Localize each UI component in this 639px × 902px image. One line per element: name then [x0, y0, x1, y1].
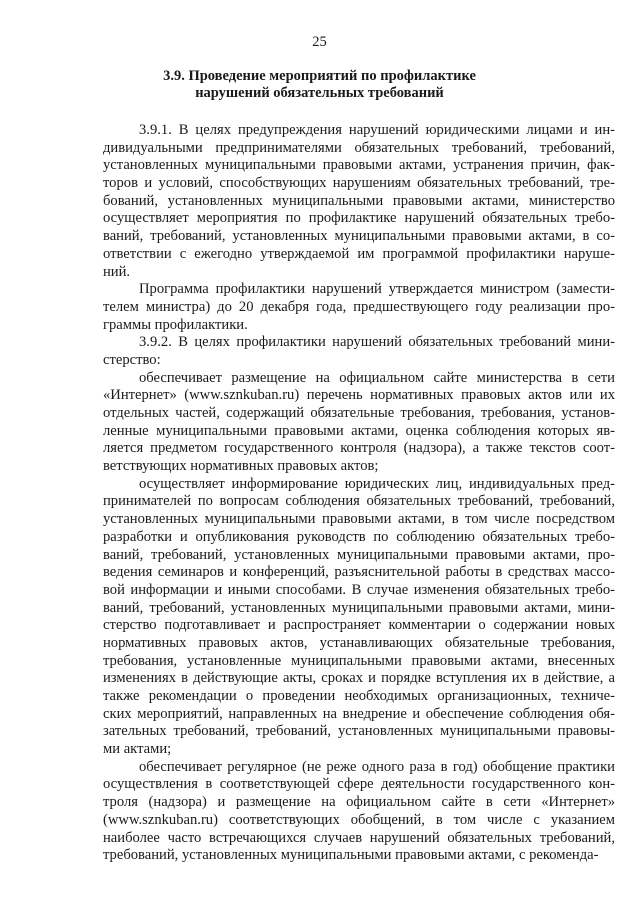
paragraph-line: троля (надзора) и размещение на официальном сайте в сети «Интернет»	[103, 794, 615, 811]
paragraph-line: изменениях в действующие акты, сроках и порядке вступления их в действие, а	[103, 670, 615, 687]
paragraph-line: ветствующих нормативных правовых актов;	[103, 458, 379, 475]
paragraph-line: стерство:	[103, 351, 161, 368]
paragraph-line: наиболее часто встречающихся случаев нарушений обязательных требований,	[103, 829, 615, 846]
paragraph-line: осуществляет информирование юридических лиц, индивидуальных пред-	[139, 475, 615, 492]
section-heading-line-2: нарушений обязательных требований	[195, 85, 444, 101]
paragraph-line: телем министра) до 20 декабря года, предшествующего году реализации про-	[103, 298, 615, 315]
paragraph-line: нормативных правовых актов, устанавливающих обязательные требования,	[103, 634, 615, 651]
paragraph	[103, 334, 615, 369]
paragraph-line: ских мероприятий, направленных на внедрение и обеспечение соблюдения обя-	[103, 705, 615, 722]
paragraph-line: разработки и опубликования руководств по соблюдению обязательных требо-	[103, 528, 615, 545]
paragraph-line: 3.9.2. В целях профилактики нарушений обязательных требований мини-	[139, 334, 615, 351]
paragraph-line: Программа профилактики нарушений утверждается министром (замести-	[139, 281, 615, 298]
paragraph-line: бований, установленных муниципальными правовыми актами, министерство	[103, 192, 615, 209]
paragraph-line: ведения семинаров и конференций, разъяснительной работы в средствах массо-	[103, 564, 615, 581]
paragraph-line: ний.	[103, 263, 131, 280]
paragraph-line: обеспечивает регулярное (не реже одного раза в год) обобщение практики	[139, 758, 615, 775]
body-text	[103, 122, 615, 865]
paragraph-line: (www.sznkuban.ru) соответствующих обобщений, в том числе с указанием	[103, 811, 615, 828]
paragraph-line: 3.9.1. В целях предупреждения нарушений юридическими лицами и ин-	[139, 122, 615, 138]
paragraph-line: осуществляет мероприятия по профилактике нарушений обязательных требо-	[103, 210, 615, 227]
paragraph-line: установленных муниципальными правовыми актами, устранения причин, фак-	[103, 157, 615, 174]
paragraph-line: граммы профилактики.	[103, 316, 248, 333]
paragraph-line: ваний, требований, установленных муниципальными правовыми актами, в со-	[103, 228, 615, 245]
paragraph	[103, 759, 615, 865]
section-heading	[0, 68, 639, 102]
paragraph-line: вой информации и иными способами. В случае изменения обязательных требо-	[103, 581, 615, 598]
paragraph-line: «Интернет» (www.sznkuban.ru) перечень нормативных правовых актов или их	[103, 387, 615, 404]
paragraph-line: также рекомендации о проведении необходимых организационных, техниче-	[103, 688, 615, 704]
paragraph-line: ответствии с ежегодно утверждаемой им программой профилактики наруше-	[103, 245, 615, 262]
paragraph-line: осуществления в соответствующей сфере деятельности государственного кон-	[103, 776, 615, 793]
paragraph-line: ми актами;	[103, 741, 172, 758]
paragraph	[103, 370, 615, 476]
paragraph	[103, 122, 615, 281]
paragraph-line: требований, установленных муниципальными правовыми актами, с рекоменда-	[103, 847, 599, 864]
paragraph-line: принимателей по вопросам соблюдения обязательных требований, требований,	[103, 493, 615, 510]
paragraph-line: установленных муниципальными правовыми актами, в том числе посредством	[103, 511, 615, 528]
paragraph-line: ляется предметом государственного контроля (надзора), а также текстов соот-	[103, 440, 615, 457]
paragraph-line: ленные муниципальными правовыми актами, оценка соблюдения которых яв-	[103, 422, 615, 439]
paragraph	[103, 281, 615, 334]
paragraph-line: торов и условий, способствующих нарушениям обязательных требований, тре-	[103, 175, 615, 192]
paragraph-line: обеспечивает размещение на официальном сайте министерства в сети	[139, 369, 615, 386]
paragraph-line: требования, установленные муниципальными правовыми актами, внесенных	[103, 652, 615, 669]
paragraph-line: зательных требований, требований, установленных муниципальными правовы-	[103, 723, 615, 740]
section-heading-line-1: 3.9. Проведение мероприятий по профилактике	[163, 68, 476, 84]
paragraph-line: ваний, требований, установленных муниципальными правовыми актами, мини-	[103, 599, 615, 616]
paragraph-line: отдельных частей, содержащий обязательные требования, требования, установ-	[103, 405, 615, 421]
page-number: 25	[312, 34, 327, 50]
paragraph-line: стерство подготавливает и распространяет комментарии о содержании новых	[103, 617, 615, 634]
paragraph-line: дивидуальными предпринимателями обязательных требований, требований,	[103, 139, 615, 156]
paragraph-line: ваний, требований, установленных муниципальными правовыми актами, про-	[103, 546, 615, 563]
paragraph	[103, 476, 615, 759]
